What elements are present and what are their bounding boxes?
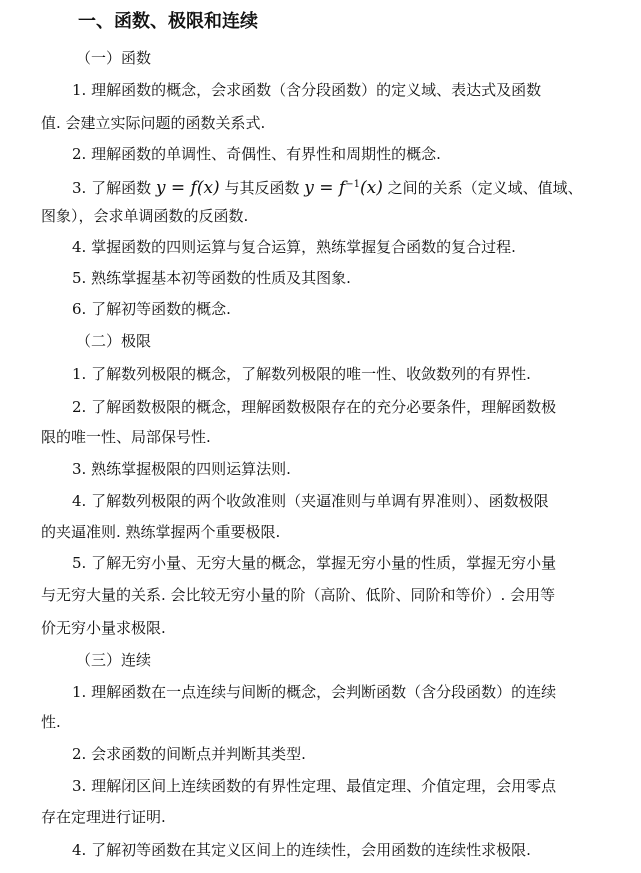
formula-inverse-exponent: −1 [345,179,360,190]
formula-inverse-argument: (x) [359,178,383,198]
limits-item-3: 3. 熟练掌握极限的四则运算法则. [72,460,291,478]
functions-item-5: 5. 熟练掌握基本初等函数的性质及其图象. [72,269,351,287]
functions-item-3-mid: 与其反函数 [224,179,300,197]
limits-item-4-line-2: 的夹逼准则. 熟练掌握两个重要极限. [41,523,281,541]
functions-item-4: 4. 掌握函数的四则运算与复合运算，熟练掌握复合函数的复合过程. [72,238,516,256]
continuity-item-1-line-1: 1. 理解函数在一点连续与间断的概念，会判断函数（含分段函数）的连续 [72,683,557,701]
limits-item-5-line-1: 5. 了解无穷小量、无穷大量的概念，掌握无穷小量的性质，掌握无穷小量 [72,554,557,572]
formula-inverse-base: y = f [304,178,346,198]
limits-item-4-line-1: 4. 了解数列极限的两个收敛准则（夹逼准则与单调有界准则）、函数极限 [72,492,549,510]
continuity-item-2: 2. 会求函数的间断点并判断其类型. [72,745,306,763]
subsection-limits: （二）极限 [76,332,152,350]
formula-function: y = f(x) [155,178,220,198]
functions-item-1-line-2: 值. 会建立实际问题的函数关系式. [41,114,266,132]
continuity-item-1-line-2: 性. [41,713,61,731]
subsection-functions: （一）函数 [76,49,152,67]
limits-item-2-line-2: 限的唯一性、局部保号性. [41,428,211,446]
formula-inverse-function [304,178,383,198]
functions-item-2: 2. 理解函数的单调性、奇偶性、有界性和周期性的概念. [72,145,441,163]
functions-item-3-prefix: 3. 了解函数 [72,179,152,197]
functions-item-3-line-1 [72,175,583,198]
subsection-continuity: （三）连续 [76,651,152,669]
continuity-item-4: 4. 了解初等函数在其定义区间上的连续性，会用函数的连续性求极限. [72,841,531,859]
continuity-item-3-line-1: 3. 理解闭区间上连续函数的有界性定理、最值定理、介值定理，会用零点 [72,777,557,795]
limits-item-2-line-1: 2. 了解函数极限的概念，理解函数极限存在的充分必要条件，理解函数极 [72,398,557,416]
continuity-item-3-line-2: 存在定理进行证明. [41,808,166,826]
section-title: 一、函数、极限和连续 [78,11,258,32]
limits-item-5-line-2: 与无穷大量的关系. 会比较无穷小量的阶（高阶、低阶、同阶和等价）. 会用等 [41,586,556,604]
limits-item-5-line-3: 价无穷小量求极限. [41,619,166,637]
limits-item-1: 1. 了解数列极限的概念，了解数列极限的唯一性、收敛数列的有界性. [72,365,531,383]
functions-item-6: 6. 了解初等函数的概念. [72,300,231,318]
functions-item-1-line-1: 1. 理解函数的概念，会求函数（含分段函数）的定义域、表达式及函数 [72,81,542,99]
functions-item-3-line-2: 图象），会求单调函数的反函数. [41,207,249,225]
functions-item-3-suffix: 之间的关系（定义域、值域、 [387,179,583,197]
